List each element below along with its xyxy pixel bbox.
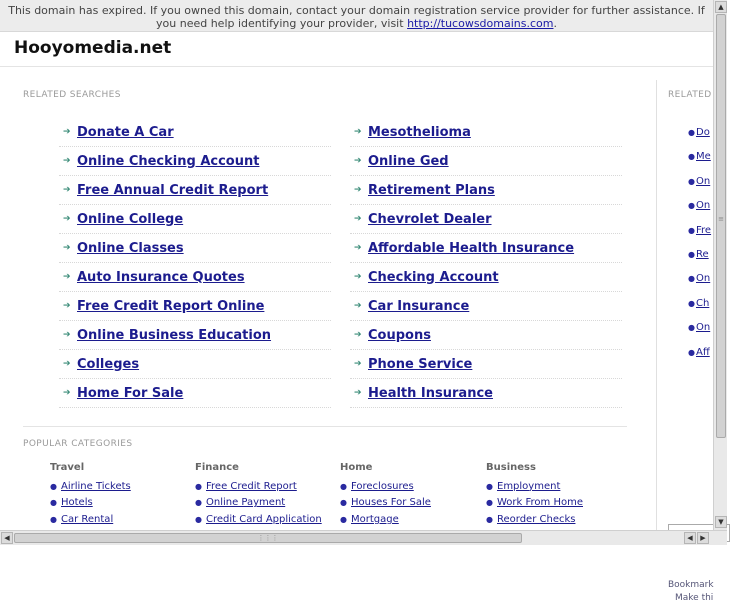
related-search-link[interactable]: Online College: [77, 211, 184, 227]
horizontal-scrollbar[interactable]: [0, 530, 727, 545]
bullet-icon: ●: [486, 498, 493, 508]
related-search-link[interactable]: Mesothelioma: [368, 124, 471, 140]
site-title: Hooyomedia.net: [14, 38, 172, 58]
category-link[interactable]: Employment: [497, 480, 561, 492]
arrow-icon: ➔: [63, 185, 71, 195]
related-search-item: [59, 234, 331, 263]
category-link[interactable]: Hotels: [61, 497, 93, 509]
related-search-item: [59, 205, 331, 234]
category-column: [340, 462, 480, 528]
sidebar-item: [688, 127, 710, 138]
related-search-item: [350, 176, 622, 205]
popular-categories-label: POPULAR CATEGORIES: [23, 439, 133, 449]
category-link-item: [340, 478, 480, 495]
category-link[interactable]: Mortgage: [351, 513, 399, 525]
arrow-icon: ➔: [354, 301, 362, 311]
arrow-icon: ➔: [63, 214, 71, 224]
related-search-link[interactable]: Affordable Health Insurance: [368, 240, 575, 256]
sidebar-link[interactable]: On: [696, 322, 711, 334]
category-link[interactable]: Online Payment: [206, 497, 286, 509]
bullet-icon: ●: [688, 347, 695, 357]
related-search-item: [59, 118, 331, 147]
sidebar-link[interactable]: Re: [696, 249, 709, 260]
category-title: Travel: [50, 462, 85, 473]
category-link[interactable]: Houses For Sale: [351, 497, 431, 509]
arrow-icon: ➔: [354, 127, 362, 137]
related-search-link[interactable]: Online Checking Account: [77, 153, 260, 169]
sidebar-item: [688, 176, 710, 187]
categories-divider: [23, 426, 627, 427]
arrow-icon: ➔: [63, 127, 71, 137]
arrow-icon: ➔: [354, 156, 362, 166]
sidebar-link[interactable]: On: [696, 200, 711, 212]
bookmark-text: [668, 579, 714, 605]
arrow-icon: ➔: [354, 272, 362, 282]
bullet-icon: ●: [340, 481, 347, 491]
sidebar-link[interactable]: On: [696, 273, 711, 285]
related-searches-left-column: [59, 118, 331, 408]
category-link-item: [50, 495, 190, 512]
related-search-item: [59, 263, 331, 292]
sidebar-item: [688, 200, 710, 211]
related-search-link[interactable]: Online Ged: [368, 153, 449, 169]
related-search-link[interactable]: Checking Account: [368, 269, 499, 285]
tucows-link[interactable]: http://tucowsdomains.com: [407, 17, 554, 30]
category-link[interactable]: Free Credit Report: [206, 480, 297, 492]
arrow-icon: ➔: [354, 359, 362, 369]
bullet-icon: ●: [195, 498, 202, 508]
category-column: [195, 462, 335, 528]
category-link-item: [195, 478, 335, 495]
related-search-link[interactable]: Health Insurance: [368, 385, 493, 401]
bullet-icon: ●: [486, 481, 493, 491]
related-search-link[interactable]: Car Insurance: [368, 298, 470, 314]
scroll-down-icon[interactable]: ▼: [715, 516, 727, 528]
related-search-item: [350, 321, 622, 350]
scroll-left-icon[interactable]: ◀: [1, 532, 13, 544]
sidebar-link[interactable]: Ch: [696, 297, 710, 309]
sidebar: [657, 80, 714, 603]
category-link[interactable]: Car Rental: [61, 513, 114, 525]
bookmark-line-1: Bookmark: [668, 580, 714, 590]
bullet-icon: ●: [688, 201, 695, 211]
grip-icon: ⋮⋮⋮: [257, 534, 279, 542]
arrow-icon: ➔: [63, 330, 71, 340]
arrow-icon: ➔: [354, 243, 362, 253]
arrow-icon: ➔: [63, 301, 71, 311]
related-search-link[interactable]: Free Annual Credit Report: [77, 182, 269, 198]
scroll-left-icon[interactable]: ◀: [684, 532, 696, 544]
category-link-item: [50, 478, 190, 495]
related-search-item: [350, 263, 622, 292]
horizontal-scroll-thumb[interactable]: [14, 533, 522, 543]
related-search-item: [350, 118, 622, 147]
related-search-link[interactable]: Donate A Car: [77, 124, 174, 140]
sidebar-related-label: RELATED: [668, 90, 712, 100]
category-link[interactable]: Reorder Checks: [497, 513, 576, 525]
sidebar-item: [688, 273, 710, 284]
related-search-item: [59, 350, 331, 379]
category-link[interactable]: Airline Tickets: [61, 480, 131, 492]
category-column: [486, 462, 626, 528]
related-search-link[interactable]: Online Business Education: [77, 327, 272, 343]
arrow-icon: ➔: [63, 272, 71, 282]
bullet-icon: ●: [486, 514, 493, 524]
arrow-icon: ➔: [63, 388, 71, 398]
category-link-item: [486, 495, 626, 512]
bullet-icon: ●: [688, 274, 695, 284]
related-search-link[interactable]: Retirement Plans: [368, 182, 495, 198]
notice-suffix: .: [553, 17, 557, 30]
scroll-up-icon[interactable]: ▲: [715, 1, 727, 13]
sidebar-item: [688, 249, 709, 260]
related-search-link[interactable]: Coupons: [368, 327, 431, 343]
related-search-link[interactable]: Home For Sale: [77, 385, 184, 401]
related-searches-right-column: [350, 118, 622, 408]
related-search-item: [59, 292, 331, 321]
vertical-scroll-thumb[interactable]: [716, 14, 726, 438]
related-search-link[interactable]: Colleges: [77, 356, 140, 372]
expired-domain-notice: [0, 0, 713, 32]
category-link-item: [340, 511, 480, 528]
arrow-icon: ➔: [354, 330, 362, 340]
arrow-icon: ➔: [63, 359, 71, 369]
related-search-item: [350, 205, 622, 234]
scroll-right-icon[interactable]: ▶: [697, 532, 709, 544]
related-search-item: [59, 176, 331, 205]
sidebar-link[interactable]: On: [696, 175, 711, 187]
category-link[interactable]: Credit Card Application: [206, 513, 322, 525]
bullet-icon: ●: [688, 128, 695, 137]
category-link-item: [195, 511, 335, 528]
bullet-icon: ●: [50, 514, 57, 524]
bullet-icon: ●: [688, 225, 695, 235]
arrow-icon: ➔: [354, 388, 362, 398]
bullet-icon: ●: [195, 514, 202, 524]
arrow-icon: ➔: [63, 156, 71, 166]
bullet-icon: ●: [340, 498, 347, 508]
sidebar-item: [688, 322, 710, 333]
related-search-item: [59, 321, 331, 350]
bullet-icon: ●: [688, 298, 695, 308]
category-link-item: [486, 478, 626, 495]
bullet-icon: ●: [688, 176, 695, 186]
related-search-item: [350, 234, 622, 263]
category-title: Finance: [195, 462, 239, 473]
sidebar-link[interactable]: Me: [696, 151, 711, 163]
header-divider: [0, 66, 713, 67]
category-link[interactable]: Work From Home: [497, 497, 583, 509]
category-title: Home: [340, 462, 373, 473]
bullet-icon: ●: [340, 514, 347, 524]
category-link-item: [486, 511, 626, 528]
related-search-link[interactable]: Free Credit Report Online: [77, 298, 265, 314]
bullet-icon: ●: [50, 498, 57, 508]
bullet-icon: ●: [688, 323, 695, 333]
sidebar-item: [688, 151, 711, 162]
bullet-icon: ●: [195, 481, 202, 491]
bookmark-line-2: Make thi: [675, 593, 714, 603]
category-column: [50, 462, 190, 528]
related-search-link[interactable]: Phone Service: [368, 356, 473, 372]
vertical-scrollbar[interactable]: [713, 0, 727, 530]
related-searches-label: RELATED SEARCHES: [23, 90, 121, 100]
bullet-icon: ●: [688, 152, 695, 162]
related-search-item: [350, 379, 622, 408]
sidebar-link[interactable]: Aff: [696, 346, 710, 358]
category-title: Business: [486, 462, 536, 473]
sidebar-item: [688, 347, 710, 358]
bullet-icon: ●: [50, 481, 57, 491]
arrow-icon: ➔: [63, 243, 71, 253]
related-search-item: [350, 292, 622, 321]
related-search-link[interactable]: Auto Insurance Quotes: [77, 269, 245, 285]
category-link[interactable]: Foreclosures: [351, 480, 414, 492]
sidebar-link[interactable]: Fre: [696, 224, 712, 236]
grip-icon: ≡: [718, 215, 724, 223]
category-link-item: [50, 511, 190, 528]
related-search-link[interactable]: Chevrolet Dealer: [368, 211, 492, 227]
related-search-item: [350, 147, 622, 176]
related-search-item: [59, 379, 331, 408]
sidebar-link[interactable]: Do: [696, 127, 710, 138]
notice-text: This domain has expired. If you owned this domain, contact your domain registration service provider for further assistance. If you need help identifying your provider, visit: [8, 4, 705, 30]
sidebar-item: [688, 298, 709, 309]
related-search-item: [59, 147, 331, 176]
sidebar-item: [688, 225, 711, 236]
related-search-link[interactable]: Online Classes: [77, 240, 184, 256]
related-search-item: [350, 350, 622, 379]
category-link-item: [340, 495, 480, 512]
category-link-item: [195, 495, 335, 512]
arrow-icon: ➔: [354, 185, 362, 195]
arrow-icon: ➔: [354, 214, 362, 224]
bullet-icon: ●: [688, 250, 695, 259]
